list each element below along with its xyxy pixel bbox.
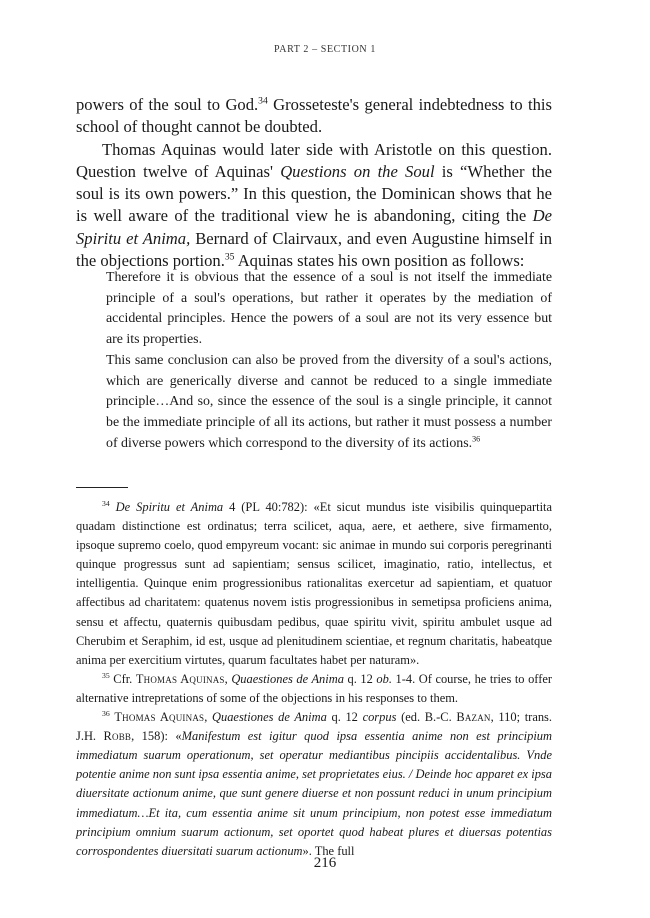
footnote-36: $^{36}$ Thomas Aquinas, Quaestiones de Anima q. 12 corpus (ed. B.-C. Bazan, 110; trans. J.H. Robb, 158): «Manifestum est igitur quod ipsa essentia anime non est principium immediatum suarum operationum, set operatur mediantibus pincipiis accidentalibus. Vnde potentie anime non sunt ipsa essentia anime, set proprietates eius. / Deinde hoc apparet ex ipsa diuersitate actionum anime, que sunt genere diuerse et non possunt reduci in unum principium immediatum…Et ita, cum essentia anime sit unum principium, non potest esse immediatum principium omnium suarum actionum, set oportet quod habeat plures et diuersas potentias corrospondentes diuersitati suarum actionum». The full: [76, 708, 553, 858]
footnote-35: $^{35}$ Cfr. Thomas Aquinas, Quaestiones de Anima q. 12 ob. 1-4. Of course, he tries to offer alternative intrepretations of some of the objections in his responses to them.: [76, 670, 553, 705]
page-number: 216: [313, 855, 337, 871]
footnotes: [76, 498, 552, 861]
quote-paragraph-1: Therefore it is obvious that the essence of a soul is not itself the immediate principle of a soul's operations, but rather it operates by the mediation of accidental principles. Hence the powers of a soul are not its very essence but are its properties.: [106, 270, 552, 348]
footnote-number: 35: [102, 670, 110, 680]
footnote-ref-34[interactable]: 34: [258, 95, 268, 107]
footnote-separator: [76, 487, 128, 488]
footnote-ref-36[interactable]: 36: [472, 434, 481, 443]
footnote-34: $^{34}$ De Spiritu et Anima 4 (PL 40:782): «Et sicut mundus iste visibilis quinquepartita quadam distinctione est ordinatus; terra scilicet, aqua, aere, et aethere, sive firmamento, ipsoque supremo coelo, quod empyreum vocant: sic animae in mundo sui corporis peregrinanti quinque progressus sunt ad sapientiam; sensus scilicet, imaginatio, ratio, intellectus, et intelligentia. Quinque enim progressionibus rationalitas exercetur ad sapientiam, et quatuor affectibus ad charitatem: quatenus novem istis progressionibus in semetipsa proficiens anima, sensu et affectu, quaternis quibusdam pedibus, quae spiritu vivit, spiritu ambulet usque ad Cherubim et Seraphim, id est, usque ad plenitudinem scientiae, et regnum charitatis, habeatque anima per exercitium virtutes, quarum facultates habet per naturam».: [76, 498, 553, 667]
main-text: [76, 94, 552, 272]
paragraph-1: powers of the soul to God.$^{34}$ Grosseteste's general indebtedness to this school of thought cannot be doubted.: [76, 95, 552, 137]
quote-paragraph-2: This same conclusion can also be proved from the diversity of a soul's actions, which are generically diverse and cannot be reduced to a single immediate principle…And so, since the essence of the soul is a single principle, it cannot be the immediate principle of all its actions, but rather it must possess a number of diverse powers which correspond to the diversity of its actions.$^{36}$: [106, 352, 552, 451]
work-title: Questions on the Soul: [280, 161, 435, 181]
footnote-number: 34: [102, 498, 110, 508]
footnote-ref-35[interactable]: 35: [224, 251, 235, 263]
work-title: De Spiritu et Anima,: [76, 206, 552, 248]
running-head: PART 2 – SECTION 1: [274, 44, 376, 55]
paragraph-2: Thomas Aquinas would later side with Aristotle on this question. Question twelve of Aquinas' Questions on the Soul is “Whether the soul is its own powers.” In this question, the Dominican shows that he is well aware of the traditional view he is abandoning, citing the De Spiritu et Anima, Bernard of Clairvaux, and even Augustine himself in the objections portion.$^{35}$ Aquinas states his own position as follows:: [76, 139, 553, 271]
block-quote: [106, 268, 552, 454]
footnote-number: 36: [102, 708, 110, 718]
